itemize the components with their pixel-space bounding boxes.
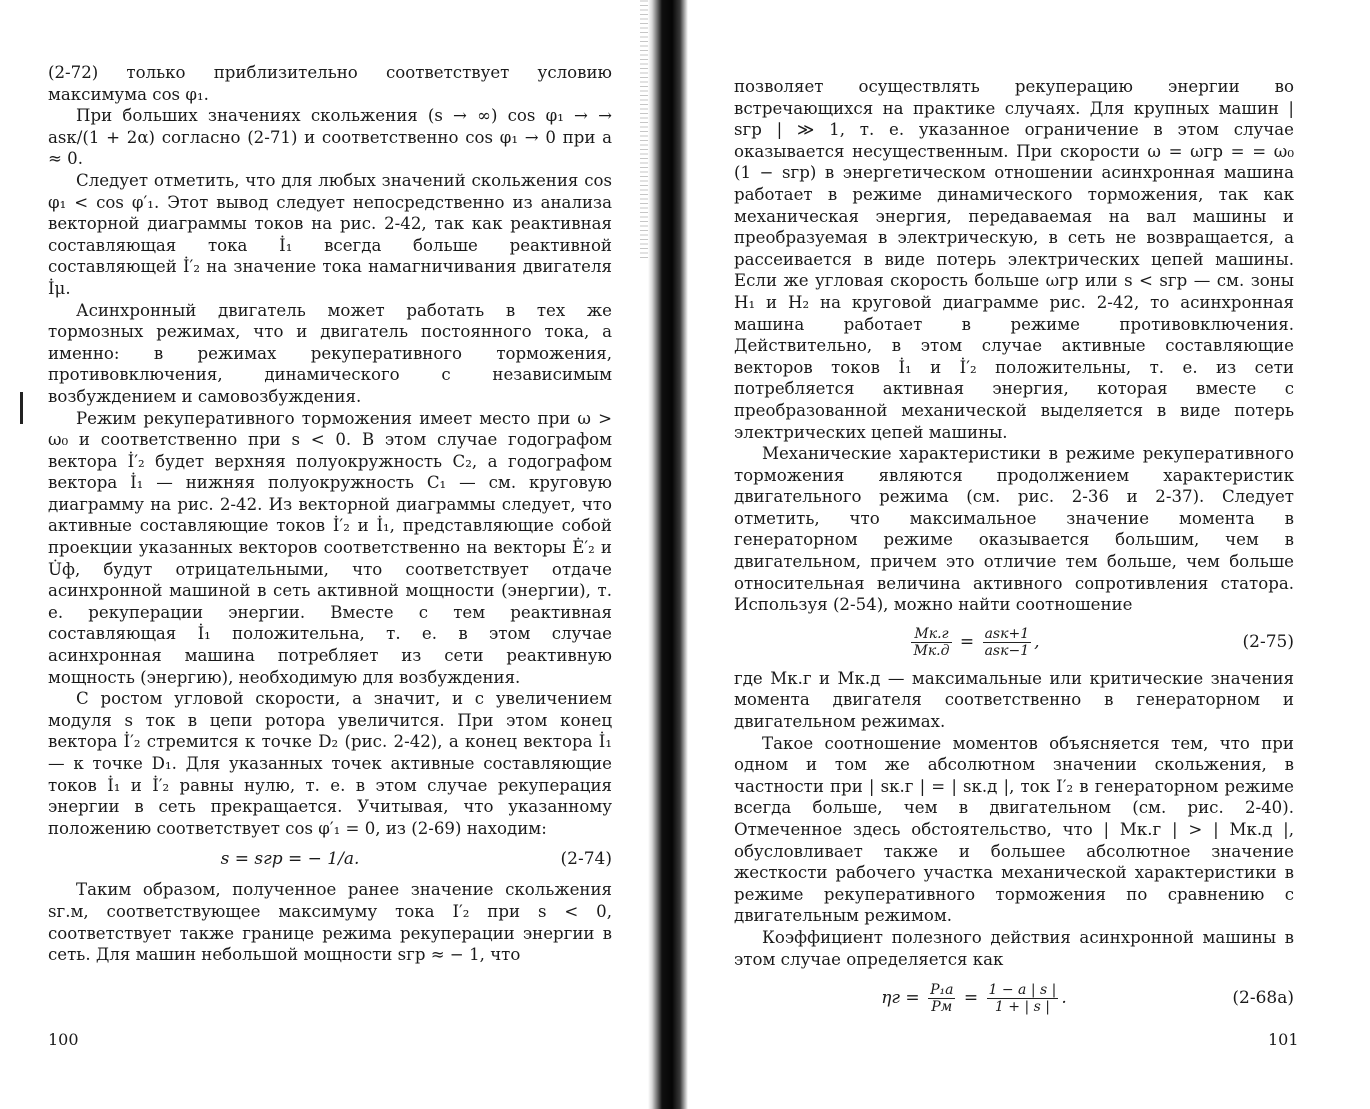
paragraph: позволяет осуществлять рекуперацию энергии во встречающихся на практике случаях. Для крупных машин | sгр | ≫ 1, т. е. указанное ограничение в этом случае оказывается несущественным. При скорости ω = ωгр = = ω₀ (1 − sгр) в энергетическом отношении асинхронная машина работает в режиме динамического торможения, так как механическая энергия, передаваемая на вал машины и преобразуемая в электрическую, в сеть не возвращается, а рассеивается в виде потерь электрических цепей машины. Если же угловая скорость больше ωгр или s < sгр — см. зоны H₁ и H₂ на круговой диаграмме рис. 2-42, то асинхронная машина работает в режиме противовключения. Действительно, в этом случае активные составляющие векторов токов İ₁ и İ′₂ положительны, т. е. из сети потребляется активная энергия, которая вместе с преобразованной механической выделяется в виде потерь электрических цепей машины. — [734, 77, 1294, 442]
formula-lhs: ηг = — [881, 988, 920, 1009]
formula-expression: ηг = $\frac{\text{P₁а}}{Pм}$ = $\frac{1 - a | s |}{1 + | s |}$ . — [881, 982, 1067, 1016]
page-number: 101 — [1268, 1030, 1299, 1049]
equals-sign: = — [959, 631, 975, 652]
margin-pen-mark — [20, 392, 23, 424]
paragraph: Механические характеристики в режиме рекуперативного торможения являются продолжением характеристик двигательного режима (см. рис. 2-36 и 2-37). Следует отметить, что максимальное значение момента в генераторном режиме оказывается большим, чем в двигательном, причем это отличие тем больше, чем больше относительная величина активного сопротивления статора. Используя (2-54), можно найти соотношение — [734, 444, 1294, 615]
formula-expression: s = sгр = − 1/a. — [220, 849, 360, 870]
numerator: Mк.г — [911, 626, 951, 643]
right-page — [700, 0, 1370, 1109]
left-page — [0, 0, 650, 1109]
fraction — [983, 626, 1032, 659]
paragraph: Режим рекуперативного торможения имеет место при ω > ω₀ и соответственно при s < 0. В этом случае годографом вектора İ′₂ будет верхняя полуокружность C₂, а годографом вектора İ₁ — нижняя полуокружность C₁ — см. круговую диаграмму на рис. 2-42. Из векторной диаграммы следует, что активные составляющие токов İ′₂ и İ₁, представляющие собой проекции указанных векторов соответственно на векторы Ė′₂ и U̇ф, будут отрицательными, что соответствует отдаче асинхронной машиной в сеть активной мощности (энергии), т. е. рекуперации энергии. Вместе с тем реактивная составляющая İ₁ положительна, т. е. в этом случае асинхронная машина потребляет из сети реактивную мощность (энергию), необходимую для возбуждения. — [48, 408, 612, 687]
formula-number: (2-75) — [1242, 631, 1294, 652]
formula-2-75 — [734, 616, 1294, 668]
paragraph: Коэффициент полезного действия асинхронной машины в этом случае определяется как — [734, 927, 1294, 969]
denominator: Pм — [931, 999, 953, 1016]
paragraph: (2-72) только приблизительно соответствует условию максимума cos φ₁. — [48, 63, 612, 104]
paragraph: Такое соотношение моментов объясняется тем, что при одном и том же абсолютном значении скольжения, в частности при | sк.г | = | sк.д |, ток I′₂ в генераторном режиме всегда больше, чем в двигательном (см. рис. 2-40). Отмеченное здесь обстоятельство, что | Mк.г | > | Mк.д |, обусловливает также и большее абсолютное значение жесткости рабочего участка механической характеристики в режиме рекуперативного торможения по сравнению с двигательным режимом. — [734, 733, 1294, 926]
formula-number: (2-68а) — [1232, 988, 1294, 1009]
denominator: asк−1 — [984, 642, 1030, 659]
formula-2-74 — [48, 839, 612, 879]
formula-2-68a — [734, 970, 1294, 1026]
right-page-text — [734, 76, 1294, 1026]
fraction — [911, 626, 951, 659]
paragraph: Следует отметить, что для любых значений скольжения cos φ₁ < cos φ′₁. Этот вывод следует непосредственно из анализа векторной диаграммы токов на рис. 2-42, так как реактивная составляющая тока İ₁ всегда больше реактивной составляющей İ′₂ на значение тока намагничивания двигателя İμ. — [48, 170, 612, 298]
paragraph: где Mк.г и Mк.д — максимальные или критические значения момента двигателя соответственно в генераторном и двигательном режимах. — [734, 668, 1294, 732]
page-number: 100 — [48, 1030, 79, 1049]
paragraph: С ростом угловой скорости, а значит, и с увеличением модуля s ток в цепи ротора увеличится. При этом конец вектора İ′₂ стремится к точке D₂ (рис. 2-42), а конец вектора İ₁ — к точке D₁. Для указанных точек активные составляющие токов İ₁ и İ′₂ равны нулю, т. е. в этом случае рекуперация энергии в сеть прекращается. Учитывая, что указанному положению соответствует cos φ′₁ = 0, из (2-69) находим: — [48, 689, 612, 838]
fraction — [987, 982, 1059, 1015]
paragraph: При больших значениях скольжения (s → ∞) cos φ₁ → → asк/(1 + 2α) согласно (2-71) и соответственно cos φ₁ → 0 при a ≈ 0. — [48, 106, 612, 169]
formula-expression: $\frac{Mк.г}{Mк.д}$ = $\frac{\text{asк+1}}{\text{asк−1}}$ , — [913, 625, 1040, 659]
numerator: asк+1 — [984, 625, 1030, 642]
numerator: P₁а — [930, 982, 954, 999]
paragraph: Таким образом, полученное ранее значение скольжения sг.м, соответствующее максимуму тока I′₂ при s < 0, соответствует также границе режима рекуперации энергии в сеть. Для машин небольшой мощности sгр ≈ − 1, что — [48, 880, 612, 965]
formula-number: (2-74) — [560, 849, 612, 870]
paragraph: Асинхронный двигатель может работать в тех же тормозных режимах, что и двигатель постоянного тока, а именно: в режимах рекуперативного торможения, противовключения, динамического с независимым возбуждением и самовозбуждения. — [48, 300, 612, 406]
equals-sign: = — [963, 988, 979, 1009]
denominator: 1 + | s | — [994, 999, 1050, 1016]
denominator: Mк.д — [913, 642, 950, 659]
book-gutter — [648, 0, 688, 1109]
fraction — [928, 982, 955, 1015]
left-page-text — [48, 62, 612, 966]
numerator: 1 − a | s | — [988, 982, 1057, 999]
